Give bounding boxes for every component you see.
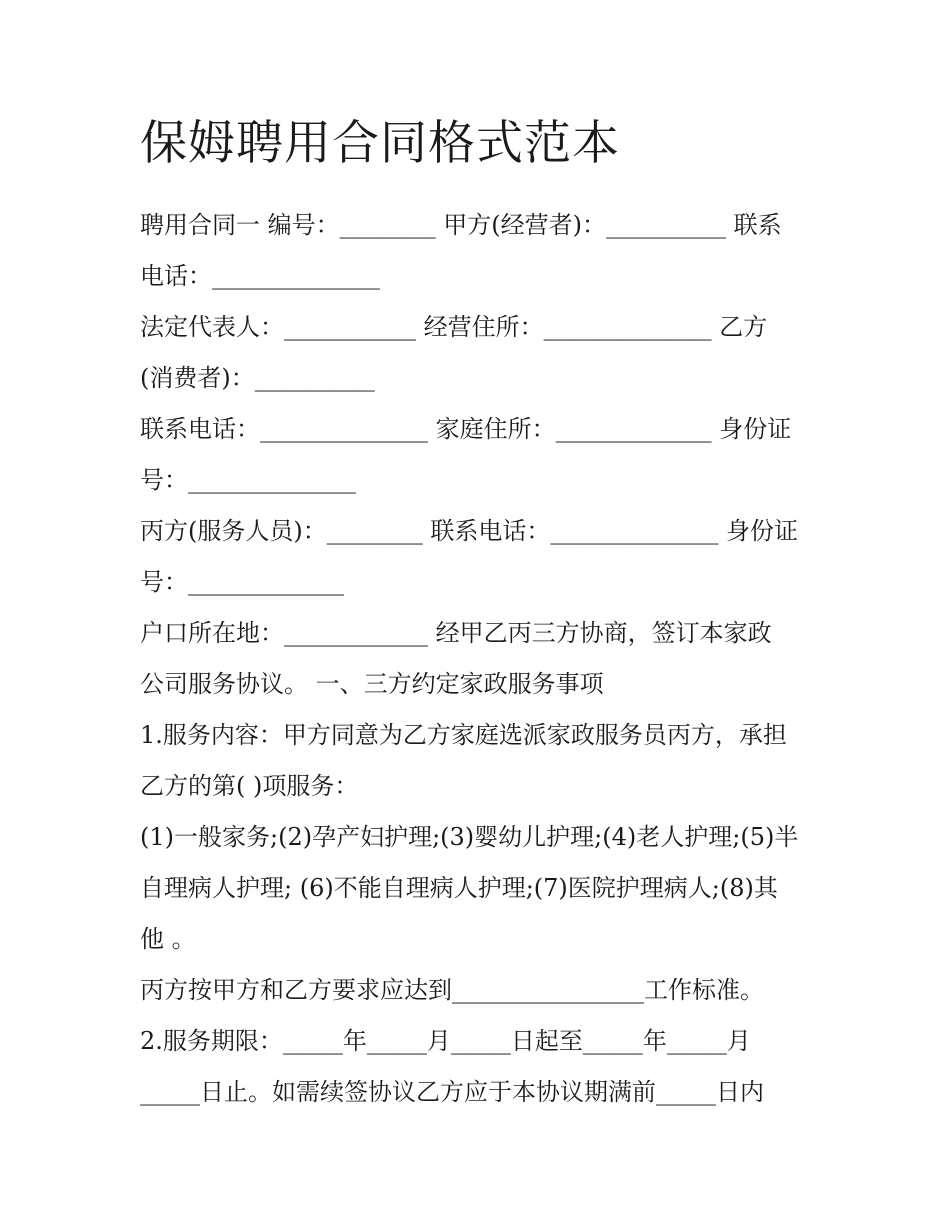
text-line: 号：_____________: [140, 568, 344, 596]
text-line: 号：______________: [140, 466, 356, 494]
text-line: 公司服务协议。 一、三方约定家政服务事项: [140, 670, 604, 698]
text-line: 电话：______________: [140, 262, 380, 290]
text-line: 户口所在地：____________ 经甲乙丙三方协商，签订本家政: [140, 619, 772, 647]
document-title: 保姆聘用合同格式范本: [140, 116, 620, 171]
text-line: 2.服务期限：_____年_____月_____日起至_____年_____月: [140, 1027, 751, 1055]
text-line: 乙方的第( )项服务：: [140, 772, 359, 800]
text-line: 他 。: [140, 925, 196, 953]
text-line: (消费者)：__________: [140, 364, 375, 392]
text-line: _____日止。如需续签协议乙方应于本协议期满前_____日内: [140, 1078, 764, 1106]
text-line: 联系电话：______________ 家庭住所：_____________ 身份证: [140, 415, 792, 443]
text-line: (1)一般家务;(2)孕产妇护理;(3)婴幼儿护理;(4)老人护理;(5)半: [140, 823, 799, 851]
text-line: 丙方(服务人员)：________ 联系电话：______________ 身份证: [140, 517, 798, 545]
text-line: 聘用合同一 编号：________ 甲方(经营者)：__________ 联系: [140, 211, 782, 239]
text-line: 自理病人护理; (6)不能自理病人护理;(7)医院护理病人;(8)其: [140, 874, 778, 902]
text-line: 丙方按甲方和乙方要求应达到________________工作标准。: [140, 976, 764, 1004]
document-body: [140, 200, 820, 1118]
text-line: 1.服务内容：甲方同意为乙方家庭选派家政服务员丙方，承担: [140, 721, 787, 749]
text-line: 法定代表人：___________ 经营住所：______________ 乙方: [140, 313, 768, 341]
document-page: [140, 108, 820, 1118]
